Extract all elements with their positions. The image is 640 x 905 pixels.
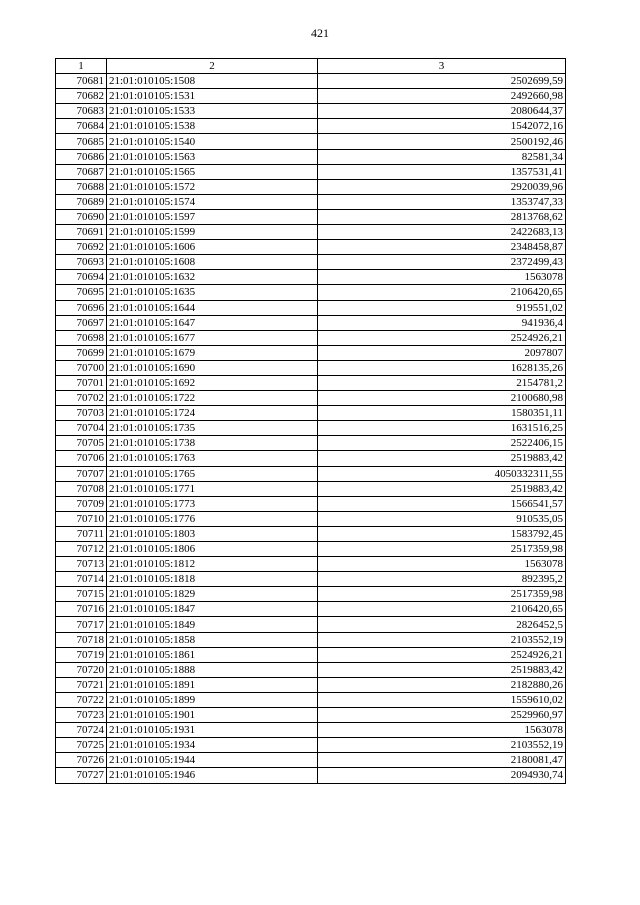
cadastral-number: 21:01:010105:1849 — [107, 617, 318, 632]
table-row — [56, 481, 566, 496]
table-row — [56, 406, 566, 421]
row-number: 70709 — [56, 496, 107, 511]
cadastral-number: 21:01:010105:1773 — [107, 496, 318, 511]
column-header-2: 2 — [107, 59, 318, 74]
cadastral-number: 21:01:010105:1563 — [107, 149, 318, 164]
row-number: 70720 — [56, 662, 107, 677]
row-number: 70704 — [56, 421, 107, 436]
cadastral-value: 2519883,42 — [318, 451, 566, 466]
table-row — [56, 119, 566, 134]
cadastral-value: 1631516,25 — [318, 421, 566, 436]
cadastral-value: 1566541,57 — [318, 496, 566, 511]
cadastral-number: 21:01:010105:1724 — [107, 406, 318, 421]
cadastral-number: 21:01:010105:1806 — [107, 542, 318, 557]
cadastral-number: 21:01:010105:1899 — [107, 692, 318, 707]
cadastral-number: 21:01:010105:1531 — [107, 89, 318, 104]
cadastral-value: 2103552,19 — [318, 738, 566, 753]
cadastral-value: 1580351,11 — [318, 406, 566, 421]
row-number: 70721 — [56, 677, 107, 692]
table-row — [56, 391, 566, 406]
row-number: 70717 — [56, 617, 107, 632]
table-row — [56, 451, 566, 466]
row-number: 70710 — [56, 511, 107, 526]
table-row — [56, 255, 566, 270]
table-row — [56, 345, 566, 360]
row-number: 70702 — [56, 391, 107, 406]
row-number: 70725 — [56, 738, 107, 753]
cadastral-value: 1353747,33 — [318, 194, 566, 209]
row-number: 70707 — [56, 466, 107, 481]
table-body — [56, 74, 566, 783]
cadastral-value: 2813768,62 — [318, 209, 566, 224]
row-number: 70716 — [56, 602, 107, 617]
cadastral-value: 1563078 — [318, 723, 566, 738]
row-number: 70686 — [56, 149, 107, 164]
cadastral-number: 21:01:010105:1776 — [107, 511, 318, 526]
cadastral-number: 21:01:010105:1608 — [107, 255, 318, 270]
page-number: 421 — [311, 26, 329, 40]
table-row — [56, 542, 566, 557]
cadastral-value: 2517359,98 — [318, 542, 566, 557]
cadastral-number: 21:01:010105:1692 — [107, 375, 318, 390]
cadastral-number: 21:01:010105:1901 — [107, 708, 318, 723]
cadastral-value: 910535,05 — [318, 511, 566, 526]
row-number: 70701 — [56, 375, 107, 390]
table-row — [56, 285, 566, 300]
row-number: 70711 — [56, 526, 107, 541]
table-row — [56, 662, 566, 677]
table-row — [56, 149, 566, 164]
cadastral-number: 21:01:010105:1647 — [107, 315, 318, 330]
cadastral-number: 21:01:010105:1765 — [107, 466, 318, 481]
cadastral-value: 2920039,96 — [318, 179, 566, 194]
cadastral-number: 21:01:010105:1540 — [107, 134, 318, 149]
row-number: 70698 — [56, 330, 107, 345]
row-number: 70703 — [56, 406, 107, 421]
cadastral-number: 21:01:010105:1690 — [107, 360, 318, 375]
table-row — [56, 74, 566, 89]
row-number: 70715 — [56, 587, 107, 602]
row-number: 70691 — [56, 225, 107, 240]
row-number: 70690 — [56, 209, 107, 224]
cadastral-value: 1583792,45 — [318, 526, 566, 541]
cadastral-number: 21:01:010105:1565 — [107, 164, 318, 179]
row-number: 70694 — [56, 270, 107, 285]
table-row — [56, 179, 566, 194]
cadastral-number: 21:01:010105:1946 — [107, 768, 318, 783]
cadastral-value: 892395,2 — [318, 572, 566, 587]
table-row — [56, 647, 566, 662]
row-number: 70706 — [56, 451, 107, 466]
cadastral-value: 2529960,97 — [318, 708, 566, 723]
cadastral-value: 1563078 — [318, 557, 566, 572]
row-number: 70705 — [56, 436, 107, 451]
cadastral-value: 2524926,21 — [318, 330, 566, 345]
column-header-3: 3 — [318, 59, 566, 74]
cadastral-number: 21:01:010105:1944 — [107, 753, 318, 768]
row-number: 70696 — [56, 300, 107, 315]
row-number: 70713 — [56, 557, 107, 572]
row-number: 70708 — [56, 481, 107, 496]
table-row — [56, 753, 566, 768]
cadastral-value: 2372499,43 — [318, 255, 566, 270]
cadastral-value: 2182880,26 — [318, 677, 566, 692]
table-row — [56, 421, 566, 436]
cadastral-value: 1563078 — [318, 270, 566, 285]
cadastral-number: 21:01:010105:1891 — [107, 677, 318, 692]
cadastral-value: 1357531,41 — [318, 164, 566, 179]
cadastral-number: 21:01:010105:1818 — [107, 572, 318, 587]
row-number: 70724 — [56, 723, 107, 738]
cadastral-number: 21:01:010105:1632 — [107, 270, 318, 285]
row-number: 70685 — [56, 134, 107, 149]
cadastral-number: 21:01:010105:1931 — [107, 723, 318, 738]
row-number: 70712 — [56, 542, 107, 557]
table-row — [56, 315, 566, 330]
cadastral-number: 21:01:010105:1574 — [107, 194, 318, 209]
table-row — [56, 436, 566, 451]
table-row — [56, 496, 566, 511]
cadastral-value: 2094930,74 — [318, 768, 566, 783]
cadastral-value: 2517359,98 — [318, 587, 566, 602]
table-row — [56, 511, 566, 526]
cadastral-number: 21:01:010105:1538 — [107, 119, 318, 134]
row-number: 70688 — [56, 179, 107, 194]
table-row — [56, 572, 566, 587]
table-row — [56, 300, 566, 315]
cadastral-value: 2524926,21 — [318, 647, 566, 662]
table-row — [56, 557, 566, 572]
cadastral-number: 21:01:010105:1803 — [107, 526, 318, 541]
table-row — [56, 738, 566, 753]
table-row — [56, 164, 566, 179]
table-row — [56, 89, 566, 104]
row-number: 70718 — [56, 632, 107, 647]
cadastral-value: 2522406,15 — [318, 436, 566, 451]
cadastral-value: 2348458,87 — [318, 240, 566, 255]
table-row — [56, 587, 566, 602]
row-number: 70719 — [56, 647, 107, 662]
cadastral-number: 21:01:010105:1858 — [107, 632, 318, 647]
cadastral-number: 21:01:010105:1572 — [107, 179, 318, 194]
cadastral-number: 21:01:010105:1599 — [107, 225, 318, 240]
table-row — [56, 240, 566, 255]
row-number: 70684 — [56, 119, 107, 134]
cadastral-number: 21:01:010105:1812 — [107, 557, 318, 572]
row-number: 70682 — [56, 89, 107, 104]
cadastral-number: 21:01:010105:1679 — [107, 345, 318, 360]
cadastral-number: 21:01:010105:1644 — [107, 300, 318, 315]
cadastral-value: 2519883,42 — [318, 662, 566, 677]
table-row — [56, 692, 566, 707]
cadastral-number: 21:01:010105:1735 — [107, 421, 318, 436]
cadastral-value: 2180081,47 — [318, 753, 566, 768]
cadastral-number: 21:01:010105:1847 — [107, 602, 318, 617]
table-row — [56, 194, 566, 209]
table-row — [56, 602, 566, 617]
table-row — [56, 209, 566, 224]
row-number: 70693 — [56, 255, 107, 270]
cadastral-number: 21:01:010105:1597 — [107, 209, 318, 224]
table-row — [56, 526, 566, 541]
cadastral-number: 21:01:010105:1677 — [107, 330, 318, 345]
row-number: 70687 — [56, 164, 107, 179]
row-number: 70699 — [56, 345, 107, 360]
row-number: 70723 — [56, 708, 107, 723]
cadastral-value: 4050332311,55 — [318, 466, 566, 481]
cadastral-value: 1628135,26 — [318, 360, 566, 375]
cadastral-value: 2492660,98 — [318, 89, 566, 104]
cadastral-value: 2080644,37 — [318, 104, 566, 119]
cadastral-value: 1559610,02 — [318, 692, 566, 707]
row-number: 70700 — [56, 360, 107, 375]
column-header-1: 1 — [56, 59, 107, 74]
row-number: 70697 — [56, 315, 107, 330]
table-row — [56, 617, 566, 632]
table-row — [56, 677, 566, 692]
table-row — [56, 768, 566, 783]
cadastral-value: 2103552,19 — [318, 632, 566, 647]
cadastral-value-table — [55, 58, 566, 784]
row-number: 70727 — [56, 768, 107, 783]
cadastral-number: 21:01:010105:1829 — [107, 587, 318, 602]
row-number: 70683 — [56, 104, 107, 119]
cadastral-number: 21:01:010105:1722 — [107, 391, 318, 406]
cadastral-value: 2106420,65 — [318, 602, 566, 617]
table-row — [56, 466, 566, 481]
row-number: 70722 — [56, 692, 107, 707]
table-row — [56, 134, 566, 149]
cadastral-number: 21:01:010105:1934 — [107, 738, 318, 753]
header-row — [56, 59, 566, 74]
table-row — [56, 723, 566, 738]
table-row — [56, 330, 566, 345]
cadastral-value: 2154781,2 — [318, 375, 566, 390]
cadastral-value: 2097807 — [318, 345, 566, 360]
cadastral-number: 21:01:010105:1861 — [107, 647, 318, 662]
row-number: 70726 — [56, 753, 107, 768]
row-number: 70714 — [56, 572, 107, 587]
table-row — [56, 708, 566, 723]
row-number: 70695 — [56, 285, 107, 300]
table-row — [56, 360, 566, 375]
cadastral-number: 21:01:010105:1888 — [107, 662, 318, 677]
row-number: 70692 — [56, 240, 107, 255]
table-row — [56, 375, 566, 390]
cadastral-value: 2502699,59 — [318, 74, 566, 89]
table-row — [56, 270, 566, 285]
cadastral-number: 21:01:010105:1606 — [107, 240, 318, 255]
cadastral-value: 919551,02 — [318, 300, 566, 315]
table-row — [56, 104, 566, 119]
table-row — [56, 225, 566, 240]
cadastral-value: 2519883,42 — [318, 481, 566, 496]
row-number: 70689 — [56, 194, 107, 209]
cadastral-value: 2106420,65 — [318, 285, 566, 300]
table-header — [56, 59, 566, 74]
table-row — [56, 632, 566, 647]
cadastral-number: 21:01:010105:1738 — [107, 436, 318, 451]
cadastral-value: 2826452,5 — [318, 617, 566, 632]
cadastral-number: 21:01:010105:1763 — [107, 451, 318, 466]
cadastral-number: 21:01:010105:1533 — [107, 104, 318, 119]
row-number: 70681 — [56, 74, 107, 89]
cadastral-value: 82581,34 — [318, 149, 566, 164]
cadastral-value: 2422683,13 — [318, 225, 566, 240]
cadastral-number: 21:01:010105:1771 — [107, 481, 318, 496]
cadastral-value: 941936,4 — [318, 315, 566, 330]
cadastral-value: 2100680,98 — [318, 391, 566, 406]
cadastral-value: 2500192,46 — [318, 134, 566, 149]
cadastral-value: 1542072,16 — [318, 119, 566, 134]
cadastral-number: 21:01:010105:1508 — [107, 74, 318, 89]
cadastral-number: 21:01:010105:1635 — [107, 285, 318, 300]
